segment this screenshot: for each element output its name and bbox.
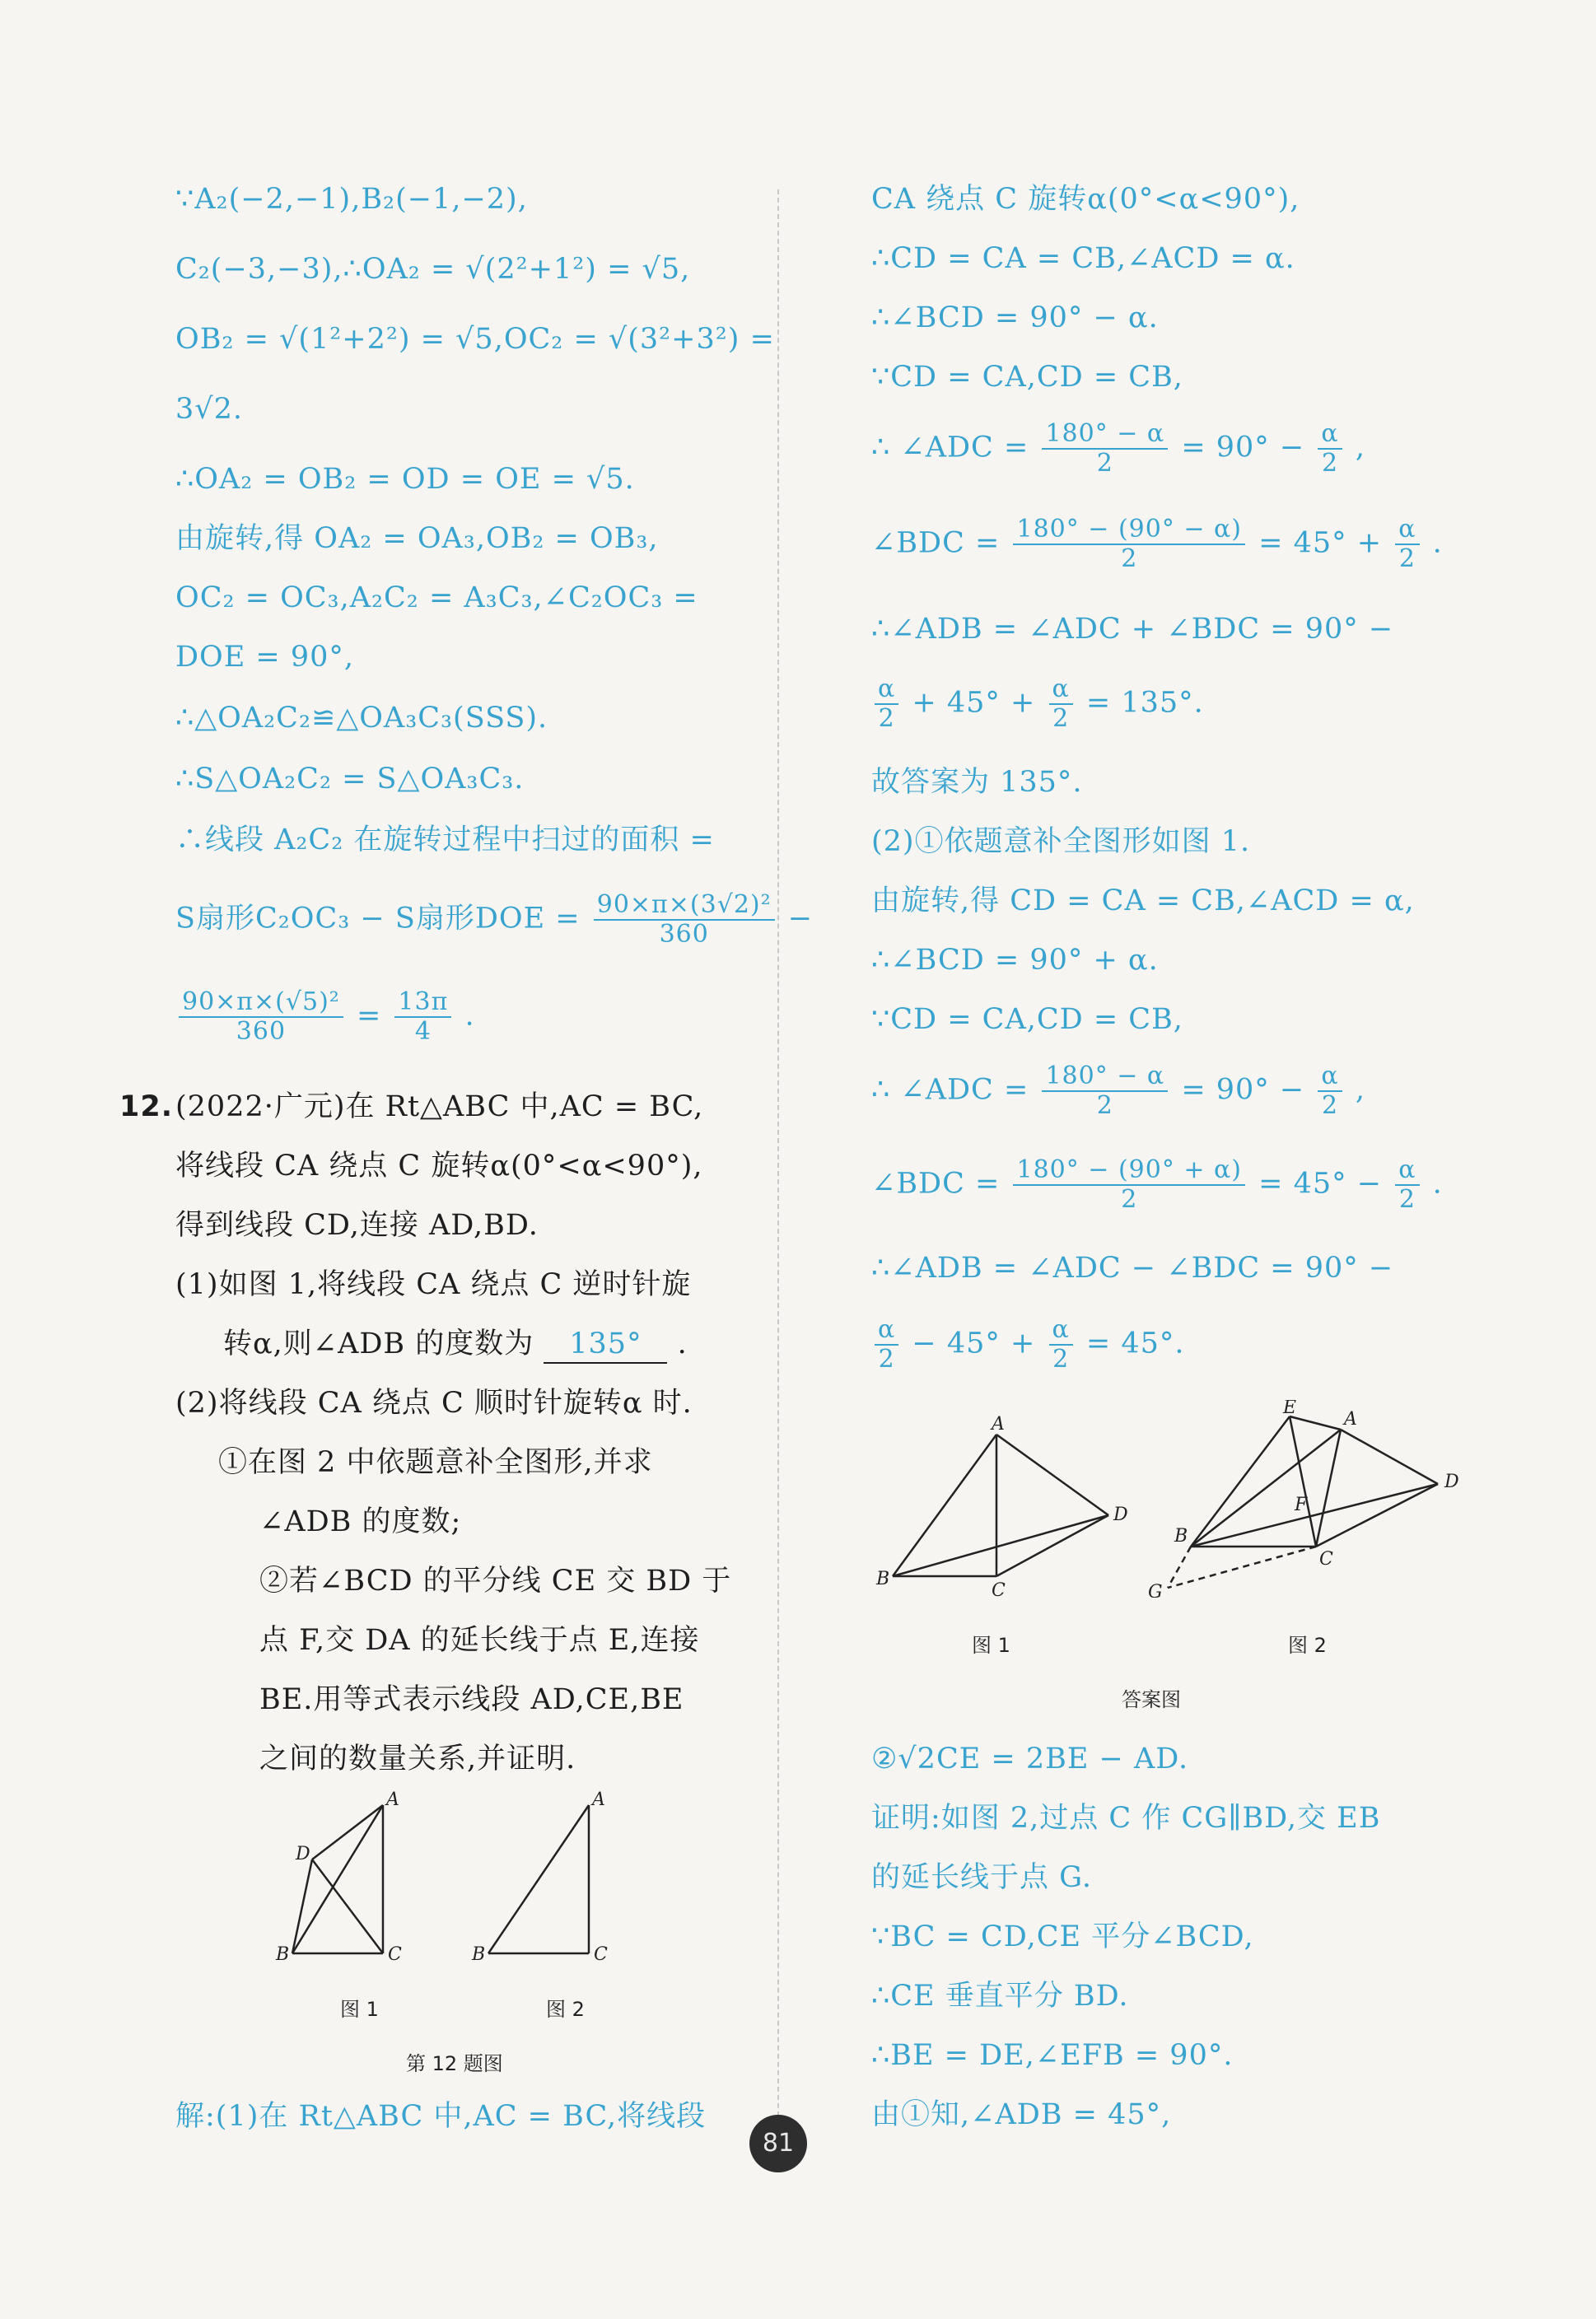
text-line: ∵BC = CD,CE 平分∠BCD, xyxy=(871,1920,1254,1953)
point-label: C xyxy=(594,1944,608,1965)
text-line: (1)如图 1,将线段 CA 绕点 C 逆时针旋 xyxy=(175,1268,692,1301)
numerator: 180° − (90° − α) xyxy=(1013,516,1245,545)
text-line: 证明:如图 2,过点 C 作 CG∥BD,交 EB xyxy=(871,1802,1381,1835)
text-line: 3√2. xyxy=(175,393,243,426)
numerator: α xyxy=(1395,516,1419,545)
denominator: 2 xyxy=(878,1345,895,1374)
equation-text: ∠BDC = xyxy=(871,1167,1001,1201)
fig-line xyxy=(893,1515,1108,1576)
question-figures xyxy=(266,1787,727,1976)
answer-figures xyxy=(871,1400,1497,1598)
question-fig2 xyxy=(488,1805,589,1953)
numerator: 90×π×(3√2)² xyxy=(594,891,775,921)
text-line: ∴CD = CA = CB,∠ACD = α. xyxy=(871,242,1295,275)
numerator: 13π xyxy=(394,988,451,1018)
equation-text: = 45° + xyxy=(1258,526,1383,560)
fig-line xyxy=(312,1805,383,1859)
figure-label: 图 1 xyxy=(972,1634,1010,1657)
denominator: 2 xyxy=(1121,544,1138,573)
text-line: 由旋转,得 OA₂ = OA₃,OB₂ = OB₃, xyxy=(175,522,659,555)
text-line xyxy=(871,1156,1443,1214)
fraction xyxy=(179,988,343,1046)
numerator: α xyxy=(1318,420,1342,450)
point-label: C xyxy=(992,1580,1006,1598)
text-line: ∴∠ADB = ∠ADC − ∠BDC = 90° − xyxy=(871,1252,1394,1285)
equation-text: ∠BDC = xyxy=(871,526,1001,560)
numerator: 90×π×(√5)² xyxy=(179,988,343,1018)
fraction xyxy=(875,1316,898,1374)
sector-area-text: S扇形C₂OC₃ − S扇形DOE = xyxy=(175,902,581,936)
denominator: 2 xyxy=(1121,1185,1138,1214)
equation-text: ∴ ∠ADC = xyxy=(871,431,1029,464)
equation-text: = 135°. xyxy=(1085,686,1204,720)
text-line xyxy=(175,891,813,949)
fraction xyxy=(1042,420,1168,478)
text-line xyxy=(871,1316,1185,1374)
text-line: (2)将线段 CA 绕点 C 顺时针旋转α 时. xyxy=(175,1387,693,1420)
text-line xyxy=(871,516,1443,573)
page-number: 81 xyxy=(749,2115,807,2172)
denominator: 2 xyxy=(1096,1091,1113,1120)
text-line: OB₂ = √(1²+2²) = √5,OC₂ = √(3²+3²) = xyxy=(175,323,775,356)
numerator: α xyxy=(875,1316,898,1346)
point-label: B xyxy=(1174,1526,1188,1547)
text-line: C₂(−3,−3),∴OA₂ = √(2²+1²) = √5, xyxy=(175,253,691,286)
fraction xyxy=(1318,420,1342,478)
fig-line xyxy=(996,1435,1108,1515)
fig-dashed-line xyxy=(1168,1547,1316,1588)
equals-sign: = xyxy=(356,999,382,1033)
text-line: (2)①依题意补全图形如图 1. xyxy=(871,825,1251,858)
text-line xyxy=(871,1062,1365,1120)
fig-line xyxy=(1290,1416,1316,1547)
period: . xyxy=(677,1327,688,1360)
equation-text: ∴ ∠ADC = xyxy=(871,1073,1029,1107)
fraction xyxy=(1049,1316,1073,1374)
numerator: 180° − α xyxy=(1042,420,1168,450)
fraction xyxy=(1395,1156,1419,1214)
denominator: 2 xyxy=(1321,449,1339,478)
fig-line xyxy=(893,1435,996,1576)
text-line: ∴∠BCD = 90° + α. xyxy=(871,944,1159,977)
point-label: C xyxy=(1319,1549,1333,1570)
equation-text: = 45°. xyxy=(1085,1327,1185,1360)
numerator: α xyxy=(875,675,898,705)
text-line: ∵CD = CA,CD = CB, xyxy=(871,361,1183,394)
text-line: 之间的数量关系,并证明. xyxy=(259,1743,576,1775)
column-divider xyxy=(777,189,779,2149)
point-label: C xyxy=(388,1944,402,1965)
text-line: ∠ADB 的度数; xyxy=(259,1505,462,1538)
numerator: α xyxy=(1049,1316,1073,1346)
denominator: 360 xyxy=(659,920,709,949)
text-line: ∵A₂(−2,−1),B₂(−1,−2), xyxy=(175,183,528,216)
numerator: α xyxy=(1318,1062,1342,1092)
denominator: 2 xyxy=(1398,1185,1416,1214)
text-line xyxy=(223,1326,688,1364)
equation-text: = 45° − xyxy=(1258,1167,1383,1201)
period: . xyxy=(464,999,475,1033)
point-label: A xyxy=(592,1789,605,1810)
point-label: B xyxy=(876,1569,890,1589)
text-line: 由①知,∠ADB = 45°, xyxy=(871,2098,1172,2131)
fraction xyxy=(1318,1062,1342,1120)
fig-line xyxy=(1290,1416,1341,1430)
figure-label: 图 2 xyxy=(546,1998,585,2021)
text-line: ∴S△OA₂C₂ = S△OA₃C₃. xyxy=(175,763,525,796)
text-line: CA 绕点 C 旋转α(0°<α<90°), xyxy=(871,183,1300,216)
equation-text: + 45° + xyxy=(912,686,1036,720)
denominator: 2 xyxy=(1096,449,1113,478)
answer-blank: 135° xyxy=(544,1326,667,1364)
denominator: 2 xyxy=(1398,544,1416,573)
numerator: α xyxy=(1395,1156,1419,1186)
text-line: 得到线段 CD,连接 AD,BD. xyxy=(175,1209,539,1242)
point-label: B xyxy=(472,1944,486,1965)
text-line: ∴∠ADB = ∠ADC + ∠BDC = 90° − xyxy=(871,613,1394,646)
comma: , xyxy=(1355,431,1365,464)
text-line: (2022·广元)在 Rt△ABC 中,AC = BC, xyxy=(175,1090,704,1123)
fig-line xyxy=(996,1515,1108,1576)
text-line: ∴BE = DE,∠EFB = 90°. xyxy=(871,2039,1234,2072)
point-label: D xyxy=(1444,1472,1459,1492)
denominator: 360 xyxy=(236,1017,287,1046)
denominator: 2 xyxy=(1321,1091,1339,1120)
point-label: D xyxy=(296,1844,310,1864)
text-line: BE.用等式表示线段 AD,CE,BE xyxy=(259,1683,684,1716)
comma: , xyxy=(1355,1073,1365,1107)
text-line: ②√2CE = 2BE − AD. xyxy=(871,1743,1189,1775)
text-line: ∴OA₂ = OB₂ = OD = OE = √5. xyxy=(175,463,635,496)
fraction xyxy=(394,988,451,1046)
equation-text: = 90° − xyxy=(1181,1073,1305,1107)
point-label: A xyxy=(1344,1409,1357,1430)
fig-line xyxy=(1316,1484,1438,1547)
fig-line xyxy=(1341,1430,1438,1484)
point-label: A xyxy=(992,1414,1005,1435)
fraction xyxy=(1013,1156,1245,1214)
point-label: E xyxy=(1283,1400,1297,1418)
fraction xyxy=(594,891,775,949)
denominator: 2 xyxy=(1052,1345,1070,1374)
figure-label: 图 2 xyxy=(1288,1634,1327,1657)
point-label: D xyxy=(1113,1505,1128,1525)
equation-text: − 45° + xyxy=(912,1327,1036,1360)
numerator: α xyxy=(1049,675,1073,705)
fraction xyxy=(1395,516,1419,573)
question-text: 转α,则∠ADB 的度数为 xyxy=(223,1327,534,1360)
point-label: B xyxy=(276,1944,290,1965)
minus-sign: − xyxy=(787,902,814,936)
point-label: A xyxy=(386,1789,399,1810)
numerator: 180° − α xyxy=(1042,1062,1168,1092)
question-number: 12. xyxy=(119,1090,174,1123)
period: . xyxy=(1432,526,1443,560)
text-line xyxy=(871,420,1365,478)
text-line: 的延长线于点 G. xyxy=(871,1861,1092,1894)
text-line: 点 F,交 DA 的延长线于点 E,连接 xyxy=(259,1624,700,1657)
fraction xyxy=(1042,1062,1168,1120)
answer-fig1 xyxy=(893,1435,1108,1576)
fig-line xyxy=(312,1859,383,1953)
text-line: ∴线段 A₂C₂ 在旋转过程中扫过的面积 = xyxy=(175,824,715,856)
text-line: OC₂ = OC₃,A₂C₂ = A₃C₃,∠C₂OC₃ = xyxy=(175,581,698,614)
denominator: 2 xyxy=(1052,704,1070,733)
text-line: 将线段 CA 绕点 C 旋转α(0°<α<90°), xyxy=(175,1150,703,1183)
text-line: ①在图 2 中依题意补全图形,并求 xyxy=(218,1446,653,1479)
text-line: ∴CE 垂直平分 BD. xyxy=(871,1980,1129,2013)
fig-line xyxy=(488,1805,589,1953)
text-line: 解:(1)在 Rt△ABC 中,AC = BC,将线段 xyxy=(175,2100,707,2133)
text-line: ∴∠BCD = 90° − α. xyxy=(871,301,1159,334)
text-line: ∴△OA₂C₂≌△OA₃C₃(SSS). xyxy=(175,702,548,735)
figure-caption: 第 12 题图 xyxy=(406,2052,503,2075)
numerator: 180° − (90° + α) xyxy=(1013,1156,1245,1186)
text-line xyxy=(175,988,475,1046)
fraction xyxy=(1049,675,1073,733)
figure-label: 图 1 xyxy=(340,1998,379,2021)
fraction xyxy=(1013,516,1245,573)
question-fig1 xyxy=(292,1805,383,1953)
point-label: F xyxy=(1295,1495,1308,1515)
period: . xyxy=(1432,1167,1443,1201)
denominator: 4 xyxy=(414,1017,432,1046)
text-line: 故答案为 135°. xyxy=(871,766,1083,799)
text-line: ∵CD = CA,CD = CB, xyxy=(871,1003,1183,1036)
text-line: 由旋转,得 CD = CA = CB,∠ACD = α, xyxy=(871,884,1415,917)
text-line: ②若∠BCD 的平分线 CE 交 BD 于 xyxy=(259,1565,732,1598)
text-line xyxy=(871,675,1204,733)
fig-line xyxy=(292,1805,383,1953)
figure-caption: 答案图 xyxy=(1122,1688,1181,1711)
denominator: 2 xyxy=(878,704,895,733)
point-label: G xyxy=(1148,1582,1163,1598)
fig-line xyxy=(292,1859,312,1953)
text-line: DOE = 90°, xyxy=(175,641,355,674)
fraction xyxy=(875,675,898,733)
equation-text: = 90° − xyxy=(1181,431,1305,464)
